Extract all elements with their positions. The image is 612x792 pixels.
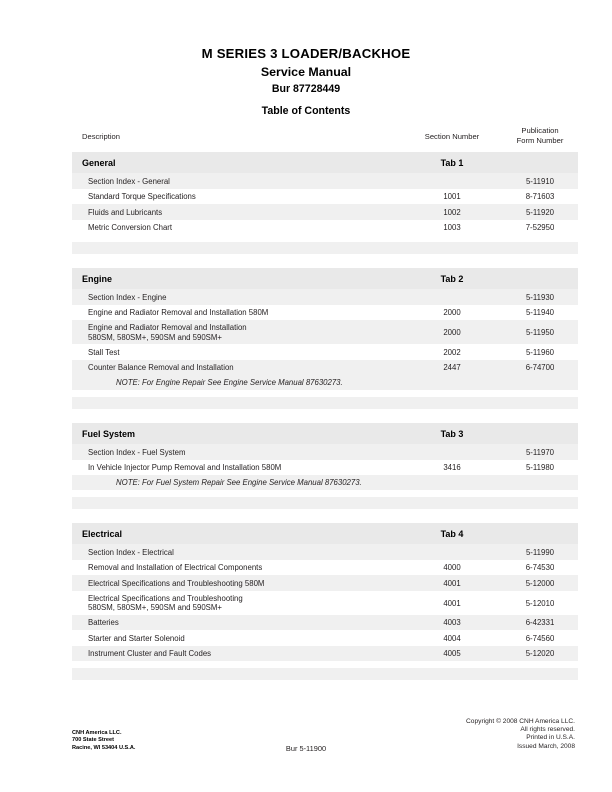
footer-bulletin-number: Bur 5-11900 xyxy=(285,744,327,753)
table-row[interactable] xyxy=(72,460,578,476)
row-section-number: 4000 xyxy=(443,563,461,573)
row-publication-form-number: 5-11930 xyxy=(525,292,555,302)
row-description: Section Index - Electrical xyxy=(88,547,174,557)
table-row[interactable] xyxy=(72,615,578,631)
row-publication-form-number: 5-12000 xyxy=(525,578,555,588)
table-row[interactable] xyxy=(72,204,578,220)
row-publication-form-number: 6-42331 xyxy=(525,618,555,628)
row-description: Counter Balance Removal and Installation xyxy=(88,363,234,373)
row-section-number: 2447 xyxy=(443,363,461,373)
row-description: Stall Test xyxy=(88,347,120,357)
row-publication-form-number: 5-11990 xyxy=(525,547,555,557)
table-row[interactable] xyxy=(72,344,578,360)
table-row[interactable] xyxy=(72,544,578,560)
section-name: Electrical xyxy=(82,529,123,539)
table-column-headers xyxy=(72,126,578,152)
section-name: General xyxy=(82,158,116,168)
section-name: Fuel System xyxy=(82,429,136,439)
row-section-number: 3416 xyxy=(443,463,461,473)
toc-section xyxy=(72,423,578,490)
footer-rights: All rights reserved. xyxy=(520,726,575,734)
row-publication-form-number: 5-11910 xyxy=(525,176,555,186)
row-description: Engine and Radiator Removal and Installation 580SM, 580SM+, 590SM and 590SM+ xyxy=(88,323,247,342)
section-spacer-band xyxy=(72,397,578,409)
row-publication-form-number: 5-11980 xyxy=(525,463,555,473)
table-row[interactable] xyxy=(72,173,578,189)
row-publication-form-number: 5-11950 xyxy=(525,328,555,337)
row-publication-form-number: 5-11940 xyxy=(525,308,555,318)
row-publication-form-number: 6-74530 xyxy=(525,563,555,573)
table-row[interactable] xyxy=(72,189,578,205)
row-section-number: 4001 xyxy=(443,578,461,588)
document-title-block xyxy=(0,46,612,118)
section-spacer-band xyxy=(72,668,578,680)
table-row[interactable] xyxy=(72,360,578,376)
footer-copyright: Copyright © 2008 CNH America LLC. xyxy=(466,718,575,725)
footer-street: 700 State Street xyxy=(72,737,114,744)
section-spacer-white xyxy=(72,390,578,397)
row-publication-form-number: 6-74560 xyxy=(525,633,555,643)
row-description: Starter and Starter Solenoid xyxy=(88,633,185,643)
section-note-row xyxy=(72,375,578,390)
footer-city: Racine, WI 53404 U.S.A. xyxy=(72,744,136,751)
row-description: Instrument Cluster and Fault Codes xyxy=(88,649,212,659)
row-section-number: 2000 xyxy=(443,328,461,337)
table-row[interactable] xyxy=(72,444,578,460)
section-note-text: NOTE: For Engine Repair See Engine Service Manual 87630273. xyxy=(116,378,343,388)
row-description: In Vehicle Injector Pump Removal and Installation 580M xyxy=(88,463,282,473)
section-spacer-gap xyxy=(72,254,578,268)
row-section-number: 4004 xyxy=(443,633,461,643)
column-header-publication-line2: Form Number xyxy=(516,135,564,145)
bulletin-number: Bur 87728449 xyxy=(271,83,341,95)
row-section-number: 2000 xyxy=(443,308,461,318)
section-note-row xyxy=(72,475,578,490)
footer-issued: Issued March, 2008 xyxy=(517,742,575,750)
row-section-number: 2002 xyxy=(443,347,461,357)
section-tab-label: Tab 3 xyxy=(440,429,464,439)
row-publication-form-number: 5-12010 xyxy=(525,598,555,608)
column-header-description: Description xyxy=(82,132,120,141)
page-title: M SERIES 3 LOADER/BACKHOE xyxy=(201,46,411,61)
section-name: Engine xyxy=(82,274,113,284)
row-description: Fluids and Lubricants xyxy=(88,207,163,217)
row-description: Removal and Installation of Electrical Components xyxy=(88,563,263,573)
row-publication-form-number: 8-71603 xyxy=(525,192,555,202)
table-row[interactable] xyxy=(72,591,578,615)
column-header-section-number: Section Number xyxy=(424,132,480,141)
page-footer xyxy=(0,718,612,778)
row-publication-form-number: 5-11960 xyxy=(525,347,555,357)
section-spacer-band xyxy=(72,497,578,509)
section-spacer-white xyxy=(72,661,578,668)
row-section-number: 4005 xyxy=(443,649,461,659)
column-header-publication-form-number xyxy=(502,126,578,145)
row-description: Section Index - General xyxy=(88,176,170,186)
table-row[interactable] xyxy=(72,305,578,321)
row-description: Section Index - Engine xyxy=(88,292,167,302)
toc-section xyxy=(72,523,578,661)
section-spacer-gap xyxy=(72,409,578,423)
footer-printed: Printed in U.S.A. xyxy=(526,734,575,742)
table-row[interactable] xyxy=(72,646,578,662)
row-section-number: 1001 xyxy=(443,192,461,202)
row-description: Electrical Specifications and Troubleshooting 580SM, 580SM+, 590SM and 590SM+ xyxy=(88,593,243,613)
row-publication-form-number: 7-52950 xyxy=(525,223,555,233)
section-header-row xyxy=(72,523,578,544)
table-row[interactable] xyxy=(72,320,578,344)
table-row[interactable] xyxy=(72,630,578,646)
row-description: Electrical Specifications and Troubleshooting 580M xyxy=(88,578,265,588)
table-row[interactable] xyxy=(72,560,578,576)
row-publication-form-number: 5-11920 xyxy=(525,207,555,217)
section-tab-label: Tab 2 xyxy=(440,274,464,284)
row-description: Standard Torque Specifications xyxy=(88,192,196,202)
row-description: Engine and Radiator Removal and Installation 580M xyxy=(88,308,269,318)
section-spacer-white xyxy=(72,235,578,242)
row-description: Metric Conversion Chart xyxy=(88,223,173,233)
table-of-contents-heading: Table of Contents xyxy=(261,105,351,117)
toc-section xyxy=(72,152,578,235)
section-tab-label: Tab 1 xyxy=(440,158,464,168)
row-section-number: 1003 xyxy=(443,223,461,233)
row-section-number: 1002 xyxy=(443,207,461,217)
section-spacer-gap xyxy=(72,509,578,523)
table-row[interactable] xyxy=(72,575,578,591)
row-publication-form-number: 5-11970 xyxy=(525,447,555,457)
section-header-row xyxy=(72,423,578,444)
footer-copyright-block xyxy=(466,718,575,751)
section-note-text: NOTE: For Fuel System Repair See Engine Service Manual 87630273. xyxy=(116,478,362,488)
footer-company: CNH America LLC. xyxy=(72,730,122,736)
page-subtitle: Service Manual xyxy=(260,65,352,79)
section-spacer-white xyxy=(72,490,578,497)
row-publication-form-number: 5-12020 xyxy=(525,649,555,659)
row-section-number: 4001 xyxy=(443,598,461,608)
row-description: Batteries xyxy=(88,618,119,628)
table-row[interactable] xyxy=(72,289,578,305)
section-tab-label: Tab 4 xyxy=(440,529,464,539)
row-description: Section Index - Fuel System xyxy=(88,447,186,457)
section-spacer-band xyxy=(72,242,578,254)
column-header-publication-line1: Publication xyxy=(521,126,559,135)
row-section-number: 4003 xyxy=(443,618,461,628)
section-header-row xyxy=(72,268,578,289)
toc-section xyxy=(72,268,578,390)
table-row[interactable] xyxy=(72,220,578,236)
row-publication-form-number: 6-74700 xyxy=(525,363,555,373)
section-header-row xyxy=(72,152,578,173)
table-of-contents xyxy=(72,126,578,680)
toc-sections xyxy=(72,152,578,680)
